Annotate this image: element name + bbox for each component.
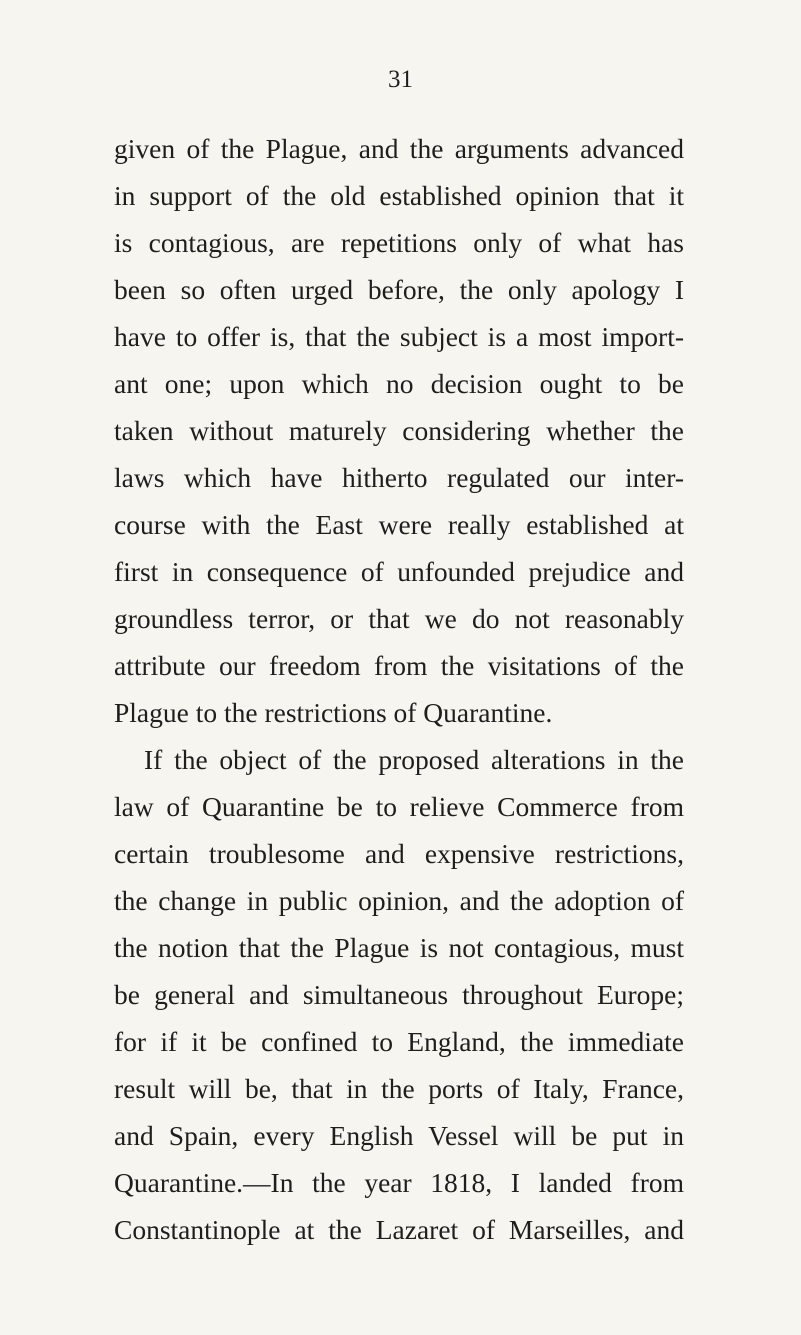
text-line: is contagious, are repetitions only of what has (114, 227, 684, 258)
text-line: groundless terror, or that we do not reasonably (114, 603, 684, 634)
text-line: in support of the old established opinion that it (114, 180, 684, 211)
text-line: taken without maturely considering whether the (114, 415, 684, 446)
text-line: been so often urged before, the only apology I (114, 274, 684, 305)
text-line: Quarantine.—In the year 1818, I landed from (114, 1167, 684, 1198)
text-line: have to offer is, that the subject is a most import- (114, 321, 684, 352)
text-line: the change in public opinion, and the adoption of (114, 885, 684, 916)
text-line: and Spain, every English Vessel will be put in (114, 1120, 684, 1151)
text-line: for if it be confined to England, the immediate (114, 1026, 684, 1057)
text-line: Constantinople at the Lazaret of Marseilles, and (114, 1214, 684, 1245)
text-line: given of the Plague, and the arguments advanced (114, 133, 684, 164)
text-line: course with the East were really established at (114, 509, 684, 540)
text-line: the notion that the Plague is not contagious, must (114, 932, 684, 963)
page-number: 31 (388, 66, 413, 93)
text-line: certain troublesome and expensive restrictions, (114, 838, 684, 869)
text-line: attribute our freedom from the visitations of the (114, 650, 684, 681)
text-line: laws which have hitherto regulated our inter- (114, 462, 684, 493)
text-line: ant one; upon which no decision ought to be (114, 368, 684, 399)
text-line: be general and simultaneous throughout Europe; (114, 979, 684, 1010)
body-text (114, 125, 684, 1253)
paragraph-start-line: If the object of the proposed alterations in the (144, 744, 684, 775)
paragraph-end-line: Plague to the restrictions of Quarantine. (114, 697, 553, 728)
text-line: first in consequence of unfounded prejudice and (114, 556, 684, 587)
text-line: result will be, that in the ports of Italy, France, (114, 1073, 684, 1104)
text-line: law of Quarantine be to relieve Commerce from (114, 791, 684, 822)
